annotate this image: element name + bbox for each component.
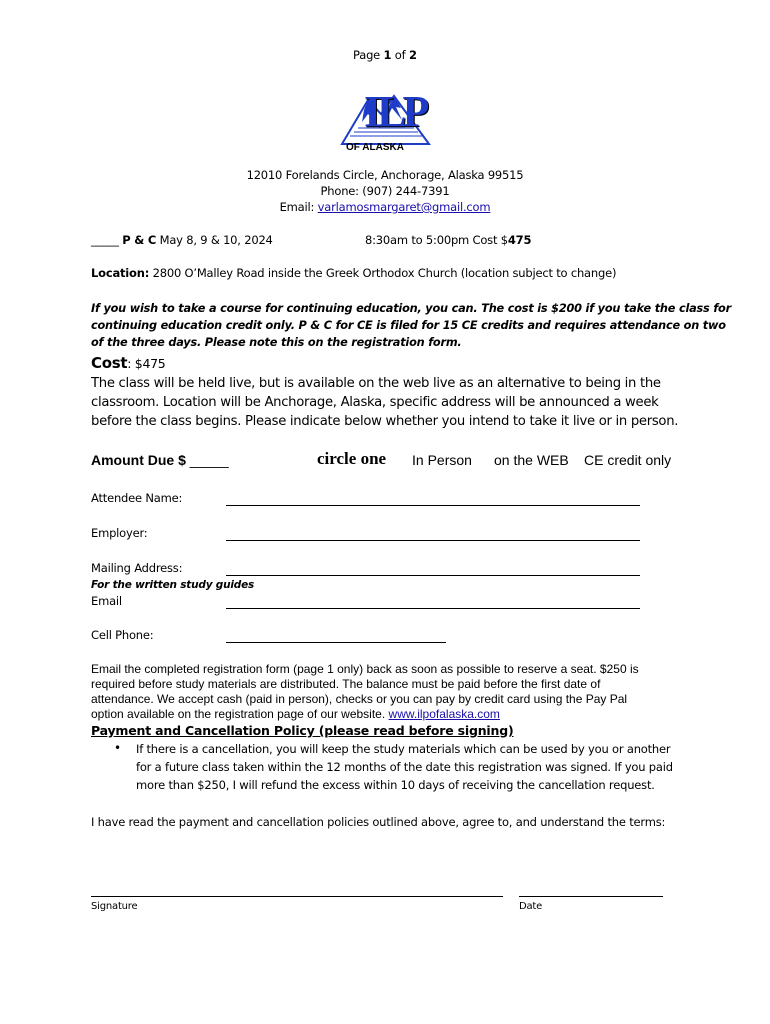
ce-notice-line-2: continuing education credit only. P & C for CE is filed for 15 CE credits and requires attendance on two (91, 319, 726, 332)
email-link[interactable]: varlamosmargaret@gmail.com (317, 200, 491, 214)
signature-label: Signature (91, 901, 138, 912)
course-blank: _____ (91, 233, 119, 247)
instructions-line-4-text: option available on the registration page of our website. (91, 707, 386, 721)
location-label: Location: (91, 266, 150, 280)
logo-subtext: OF ALASKA (346, 142, 404, 153)
amount-due-label: Amount Due $ (91, 452, 186, 468)
email-line (0, 200, 770, 214)
instructions-line-2: required before study materials are distributed. The balance must be paid before the first date of (91, 677, 601, 691)
page-number (353, 48, 417, 62)
mailing-label: Mailing Address: (91, 561, 183, 575)
phone-line: Phone: (907) 244-7391 (320, 184, 450, 198)
signature-field[interactable] (91, 896, 503, 897)
mailing-field[interactable] (226, 575, 640, 576)
option-ce-credit[interactable]: CE credit only (584, 452, 672, 468)
logo-text: ILP (364, 87, 426, 136)
course-line (91, 233, 273, 247)
instructions-line-3: attendance. We accept cash (paid in person), checks or you can pay by credit card using the Pay Pal (91, 692, 628, 706)
amount-due (91, 452, 229, 468)
cost-desc-line-3: before the class begins. Please indicate below whether you intend to take it live or in person. (91, 414, 679, 429)
page-current: 1 (383, 48, 392, 62)
attendee-label: Attendee Name: (91, 491, 183, 505)
ce-notice-line-1: If you wish to take a course for continuing education, you can. The cost is $200 if you take the class for (91, 302, 731, 315)
page-of: of (394, 48, 406, 62)
option-in-person[interactable]: In Person (412, 452, 472, 468)
course-time-cost (365, 233, 531, 247)
email-field[interactable] (226, 608, 640, 609)
page-total: 2 (408, 48, 417, 62)
cell-field[interactable] (226, 642, 446, 643)
course-cost-amount: 475 (507, 233, 532, 247)
location-text: 2800 O’Malley Road inside the Greek Orthodox Church (location subject to change) (152, 266, 617, 280)
attendee-field[interactable] (226, 505, 640, 506)
instructions-line-1: Email the completed registration form (page 1 only) back as soon as possible to reserve a seat. $250 is (91, 662, 639, 676)
cell-label: Cell Phone: (91, 628, 154, 642)
ce-notice-line-3: of the three days. Please note this on the registration form. (91, 336, 462, 349)
date-field[interactable] (519, 896, 663, 897)
study-guides-note: For the written study guides (91, 579, 255, 591)
email-form-label: Email (91, 594, 122, 608)
ilp-logo (338, 87, 433, 154)
cost-label: Cost (91, 354, 128, 372)
location-line (91, 266, 616, 280)
agreement-text: I have read the payment and cancellation policies outlined above, agree to, and understand the terms: (91, 815, 666, 829)
page-prefix: Page (353, 48, 381, 62)
instructions-line-4 (91, 707, 500, 721)
date-label: Date (519, 901, 543, 912)
policy-line-2: for a future class taken within the 12 months of the date this registration was signed. If you paid (136, 760, 673, 774)
course-code: P & C (122, 233, 157, 247)
employer-label: Employer: (91, 526, 148, 540)
option-on-the-web[interactable]: on the WEB (494, 452, 569, 468)
course-dates: May 8, 9 & 10, 2024 (159, 233, 273, 247)
bullet-icon: • (114, 741, 122, 755)
policy-line-3: more than $250, I will refund the excess within 10 days of receiving the cancellation request. (136, 778, 655, 792)
circle-one-label: circle one (317, 449, 387, 468)
email-label: Email: (279, 200, 315, 214)
cost-desc-line-1: The class will be held live, but is available on the web live as an alternative to being in the (91, 376, 661, 391)
website-link[interactable]: www.ilpofalaska.com (388, 707, 500, 721)
policy-heading: Payment and Cancellation Policy (please read before signing) (91, 723, 514, 738)
course-time: 8:30am to 5:00pm Cost $ (365, 233, 508, 247)
employer-field[interactable] (226, 540, 640, 541)
amount-due-blank[interactable]: _____ (189, 452, 229, 468)
address-line: 12010 Forelands Circle, Anchorage, Alaska 99515 (246, 168, 524, 182)
cost-desc-line-2: classroom. Location will be Anchorage, Alaska, specific address will be announced a week (91, 395, 659, 410)
cost-heading (91, 354, 165, 372)
cost-value: : $475 (127, 356, 166, 371)
policy-line-1: If there is a cancellation, you will keep the study materials which can be used by you or another (136, 742, 671, 756)
